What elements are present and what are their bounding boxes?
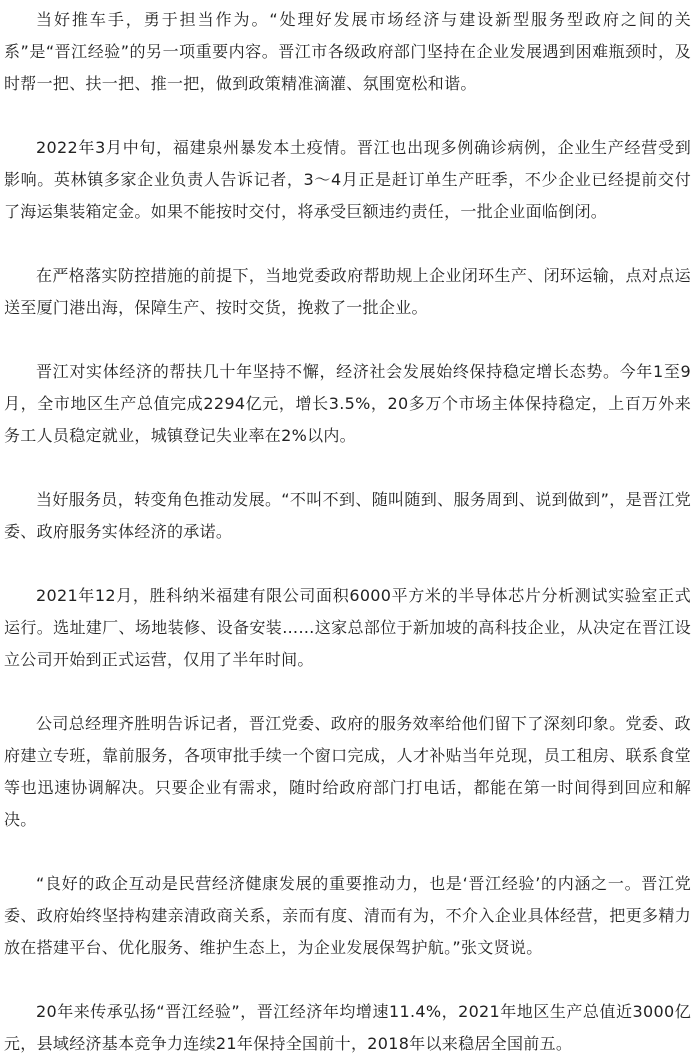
paragraph-twenty-years: 20年来传承弘扬“晋江经验”，晋江经济年均增速11.4%，2021年地区生产总值近3000亿元，县域经济基本竞争力连续21年保持全国前十，2018年以来稳居全国前五。 — [4, 1002, 691, 1053]
paragraph-closed-loop-production: 在严格落实防控措施的前提下，当地党委政府帮助规上企业闭环生产、闭环运输，点对点运送至厦门港出海，保障生产、按时交货，挽救了一批企业。 — [4, 266, 691, 317]
paragraph-pusher-role: 当好推车手，勇于担当作为。“处理好发展市场经济与建设新型服务型政府之间的关系”是“晋江经验”的另一项重要内容。晋江市各级政府部门坚持在企业发展遇到困难瓶颈时，及时帮一把、扶一把、推一把，做到政策精准滴灌、氛围宽松和谐。 — [4, 10, 691, 93]
paragraph-service-role: 当好服务员，转变角色推动发展。“不叫不到、随叫随到、服务周到、说到做到”，是晋江党委、政府服务实体经济的承诺。 — [4, 490, 691, 541]
paragraph-semiconductor-lab: 2021年12月，胜科纳米福建有限公司面积6000平方米的半导体芯片分析测试实验室正式运行。选址建厂、场地装修、设备安装……这家总部位于新加坡的高科技企业，从决定在晋江设立公司开始到正式运营，仅用了半年时间。 — [4, 586, 691, 669]
paragraph-epidemic-march: 2022年3月中旬，福建泉州暴发本土疫情。晋江也出现多例确诊病例，企业生产经营受到影响。英林镇多家企业负责人告诉记者，3～4月正是赶订单生产旺季，不少企业已经提前交付了海运集装箱定金。如果不能按时交付，将承受巨额违约责任，一批企业面临倒闭。 — [4, 138, 691, 221]
paragraph-manager-quote: 公司总经理齐胜明告诉记者，晋江党委、政府的服务效率给他们留下了深刻印象。党委、政府建立专班，靠前服务，各项审批手续一个窗口完成，人才补贴当年兑现，员工租房、联系食堂等也迅速协调解决。只要企业有需求，随时给政府部门打电话，都能在第一时间得到回应和解决。 — [4, 714, 691, 829]
paragraph-government-enterprise: “良好的政企互动是民营经济健康发展的重要推动力，也是‘晋江经验’的内涵之一。晋江党委、政府始终坚持构建亲清政商关系，亲而有度、清而有为，不介入企业具体经营，把更多精力放在搭建平台、优化服务、维护生态上，为企业发展保驾护航。”张文贤说。 — [4, 874, 691, 957]
paragraph-economic-growth: 晋江对实体经济的帮扶几十年坚持不懈，经济社会发展始终保持稳定增长态势。今年1至9月，全市地区生产总值完成2294亿元，增长3.5%，20多万个市场主体保持稳定，上百万外来务工人员稳定就业，城镇登记失业率在2%以内。 — [4, 362, 691, 445]
